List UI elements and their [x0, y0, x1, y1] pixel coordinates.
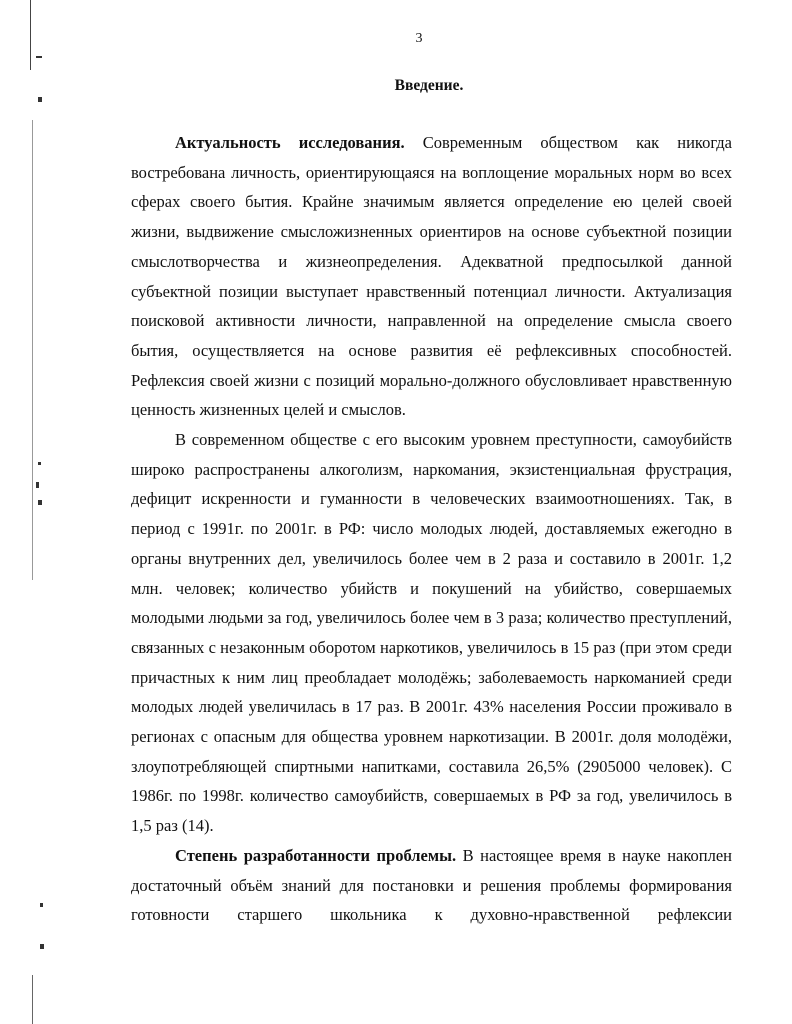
paragraph-relevance	[131, 128, 732, 425]
scan-edge-bottom	[32, 975, 33, 1024]
scan-speck	[38, 462, 41, 465]
paragraph-statistics	[131, 425, 732, 841]
scan-speck	[40, 944, 44, 949]
scan-speck	[38, 97, 42, 102]
paragraph-lead: Степень разработанности проблемы.	[175, 845, 457, 865]
scan-speck	[36, 56, 42, 58]
scan-speck	[36, 482, 39, 488]
page-title: Введение.	[394, 77, 464, 94]
paragraph-text: Современным обществом как никогда востребована личность, ориентирующаяся на воплощение моральных норм во всех сферах своего бытия. Крайне значимым является определение ею целей своей жизни, выдвижение смысложизненных ориентиров на основе субъектной позиции смыслотворчества и жизнеопределения. Адекватной предпосылкой данной субъектной позиции выступает нравственный потенциал личности. Актуализация поисковой активности личности, направленной на определение смысла своего бытия, осуществляется на основе развития её рефлексивных способностей. Рефлексия своей жизни с позиций морально-должного обусловливает нравственную ценность жизненных целей и смыслов.	[131, 133, 732, 420]
document-body	[131, 128, 732, 930]
paragraph-problem-development	[131, 841, 732, 930]
page-number: 3	[415, 31, 423, 46]
scan-speck	[38, 500, 42, 505]
paragraph-lead: Актуальность исследования.	[175, 133, 405, 152]
paragraph-text: В современном обществе с его высоким уровнем преступности, самоубийств широко распространены алкоголизм, наркомания, экзистенциальная фрустрация, дефицит искренности и гуманности в человеческих взаимоотношениях. Так, в период с 1991г. по 2001г. в РФ: число молодых людей, доставляемых ежегодно в органы внутренних дел, увеличилось более чем в 2 раза и составило в 2001г. 1,2 млн. человек; количество убийств и покушений на убийство, совершаемых молодыми людьми за год, увеличилось более чем в 3 раза; количество преступлений, связанных с незаконным оборотом наркотиков, увеличилось в 15 раз (при этом среди причастных к ним лиц преобладает молодёжь; заболеваемость наркоманией среди молодых людей увеличилась в 17 раз. В 2001г. 43% населения России проживало в регионах с опасным для общества уровнем наркотизации. В 2001г. доля молодёжи, злоупотребляющей спиртными напитками, составила 26,5% (2905000 человек). С 1986г. по 1998г. количество самоубийств, совершаемых в РФ за год, увеличилось в 1,5 раз (14).	[131, 430, 732, 836]
scan-edge-middle	[32, 120, 33, 580]
scan-speck	[40, 903, 43, 907]
paragraph-text: В настоящее время в науке накоплен достаточный объём знаний для постановки и решения проблемы формирования готовности старшего школьника к духовно-нравственной рефлексии	[131, 845, 732, 925]
